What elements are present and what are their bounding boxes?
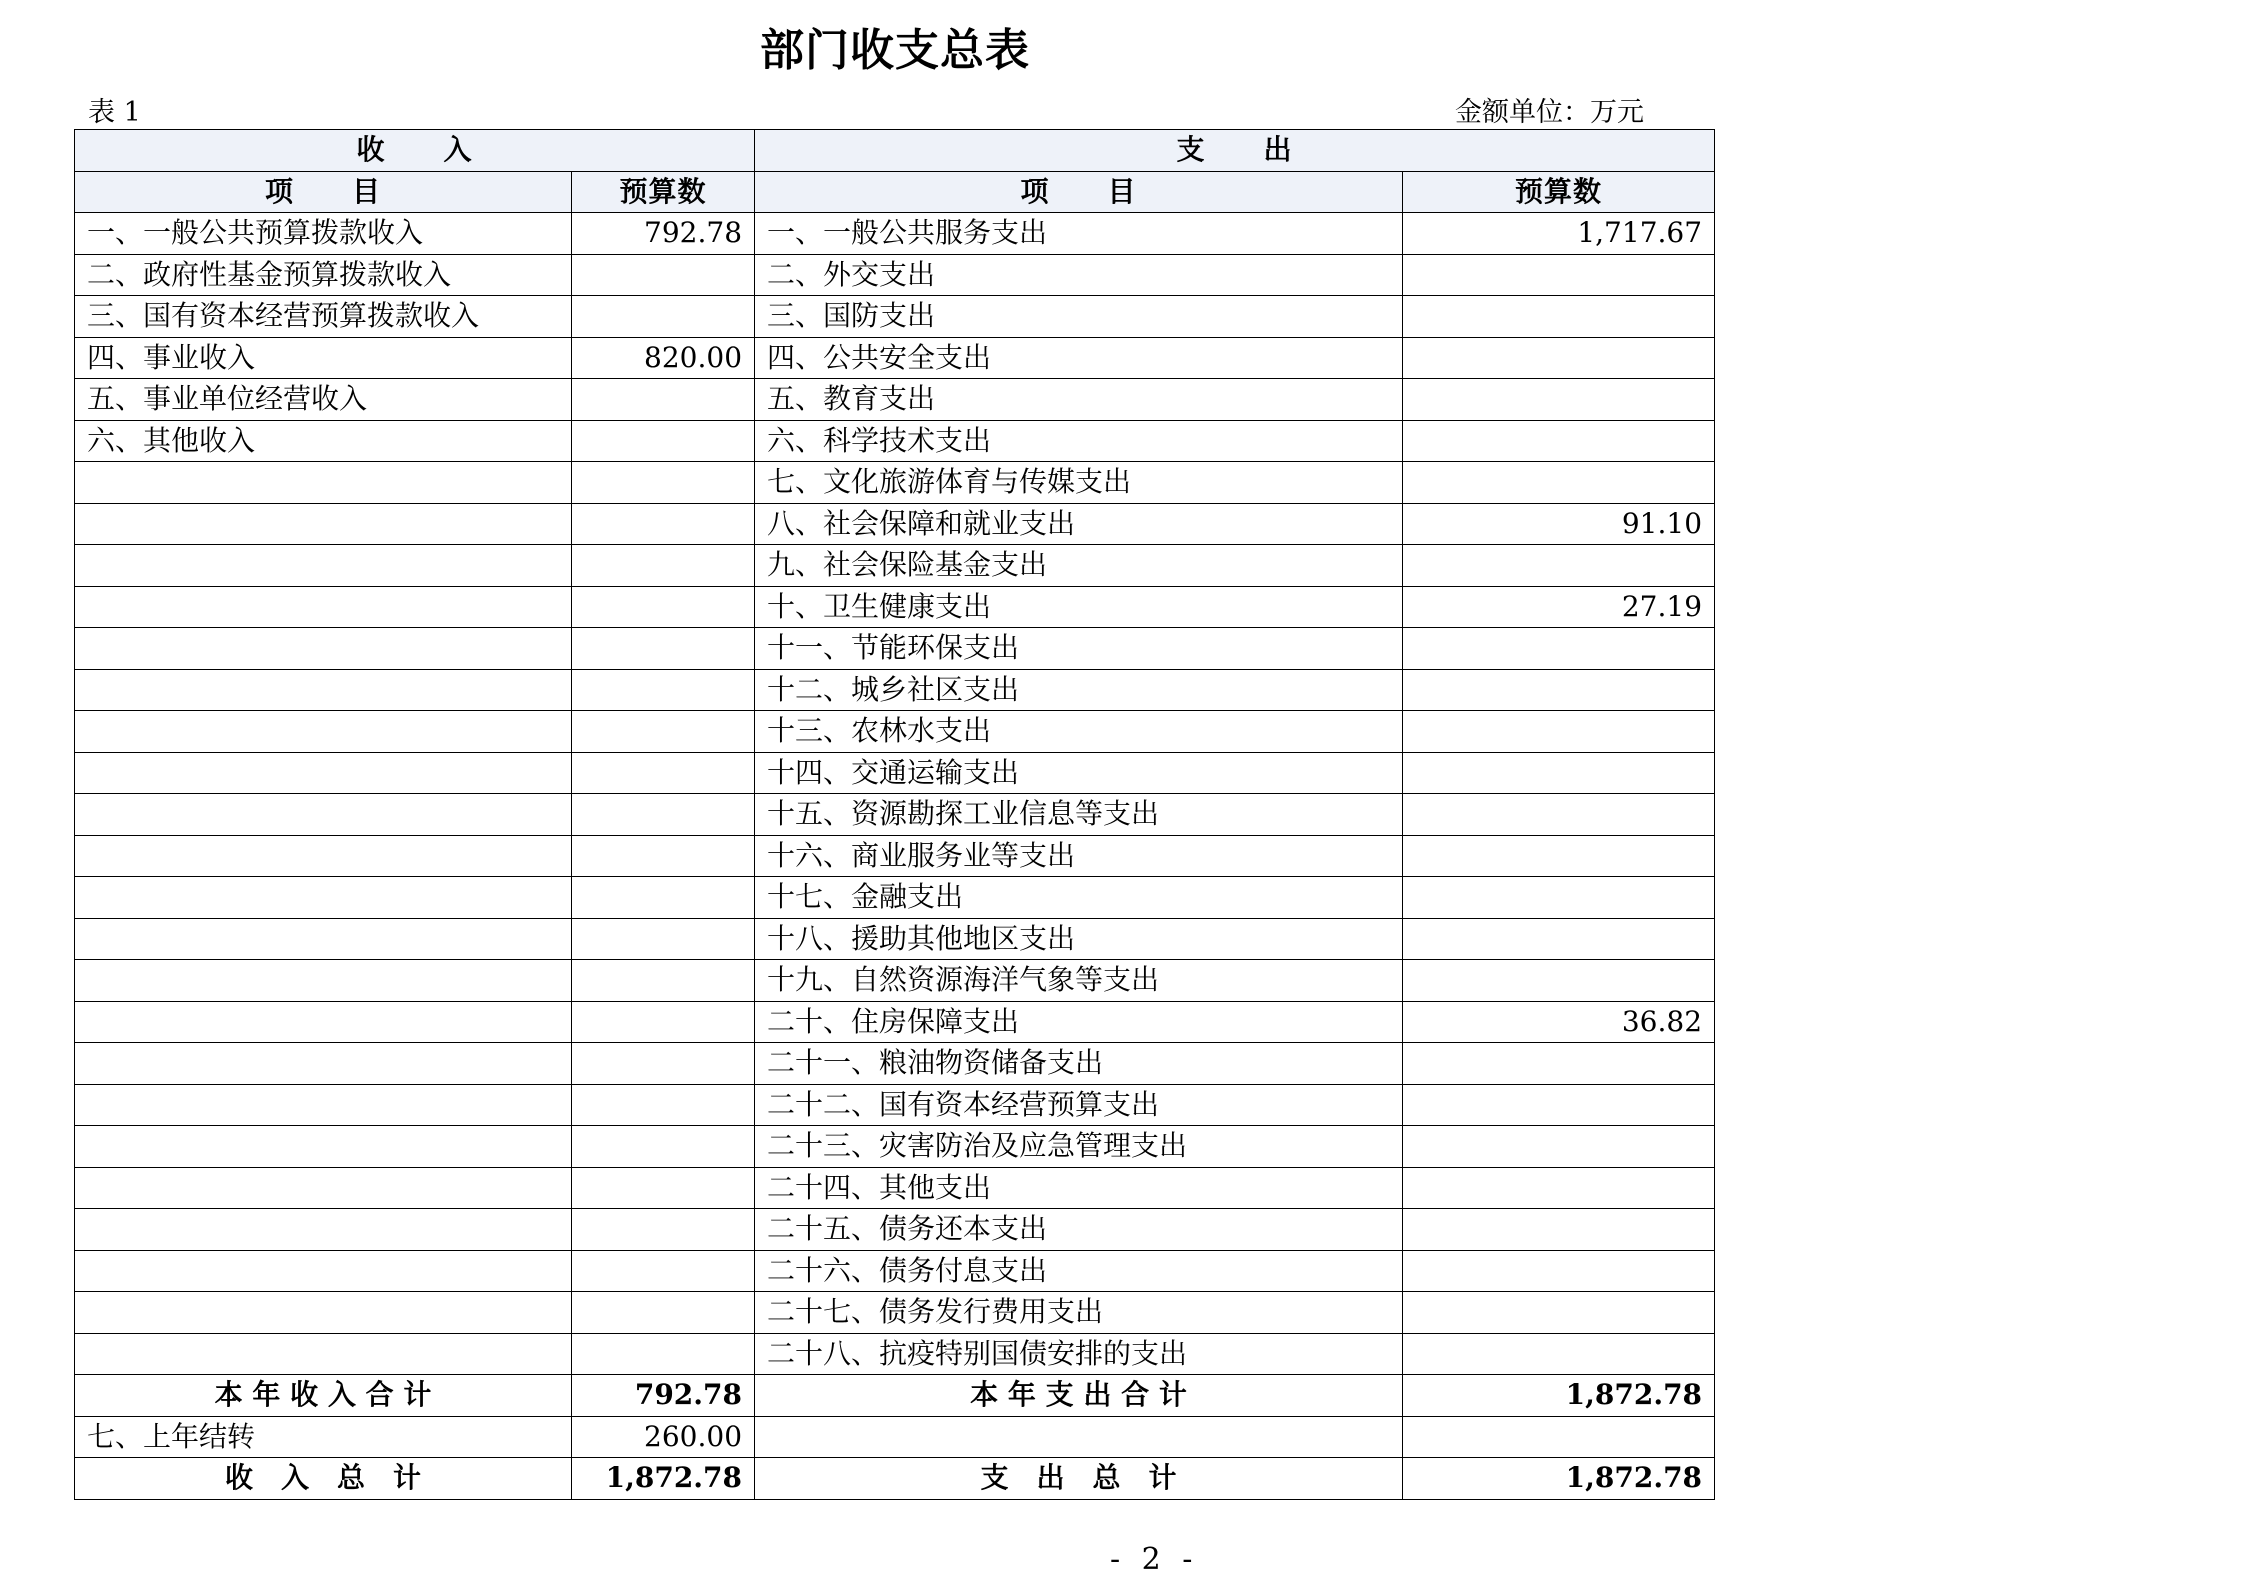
- income-budget-value: [572, 960, 755, 1002]
- income-item: [75, 1333, 572, 1375]
- expense-budget-value: [1403, 794, 1715, 836]
- expense-item: 二十二、国有资本经营预算支出: [755, 1084, 1403, 1126]
- expense-item: 五、教育支出: [755, 379, 1403, 421]
- income-item: [75, 1001, 572, 1043]
- table-row: [75, 1333, 1715, 1375]
- expense-budget-value: [1403, 711, 1715, 753]
- income-budget-value: [572, 254, 755, 296]
- carryover-item: 七、上年结转: [75, 1416, 572, 1458]
- expense-budget-value: [1403, 1167, 1715, 1209]
- carryover-row: [75, 1416, 1715, 1458]
- income-budget-value: [572, 1001, 755, 1043]
- expense-budget-value: [1403, 1209, 1715, 1251]
- income-item: [75, 1043, 572, 1085]
- carryover-expense-value: [1403, 1416, 1715, 1458]
- income-expense-table: [74, 129, 1715, 1500]
- income-item: [75, 1084, 572, 1126]
- income-item: [75, 877, 572, 919]
- expense-budget-value: [1403, 1292, 1715, 1334]
- income-item: 三、国有资本经营预算拨款收入: [75, 296, 572, 338]
- expense-item: 七、文化旅游体育与传媒支出: [755, 462, 1403, 504]
- income-item: [75, 503, 572, 545]
- table-row: [75, 1292, 1715, 1334]
- income-budget-value: [572, 503, 755, 545]
- amount-unit: 金额单位：万元: [1455, 97, 1644, 128]
- year-expense-total-value: 1,872.78: [1403, 1375, 1715, 1417]
- expense-item: 二十六、债务付息支出: [755, 1250, 1403, 1292]
- column-header-row: [75, 171, 1715, 213]
- income-budget-value: [572, 877, 755, 919]
- table-body: [75, 213, 1715, 1500]
- expense-budget-value: [1403, 1043, 1715, 1085]
- expense-item: 十一、节能环保支出: [755, 628, 1403, 670]
- income-item: [75, 918, 572, 960]
- expense-item: 十八、援助其他地区支出: [755, 918, 1403, 960]
- income-budget-value: [572, 1333, 755, 1375]
- year-income-total-label: 本 年 收 入 合 计: [75, 1375, 572, 1417]
- expense-budget-value: [1403, 669, 1715, 711]
- income-budget-value: [572, 669, 755, 711]
- expense-item: 二十、住房保障支出: [755, 1001, 1403, 1043]
- expense-item: 二十一、粮油物资储备支出: [755, 1043, 1403, 1085]
- table-row: [75, 545, 1715, 587]
- income-budget-value: 820.00: [572, 337, 755, 379]
- table-row: [75, 711, 1715, 753]
- expense-budget-value: [1403, 752, 1715, 794]
- income-budget-value: [572, 1043, 755, 1085]
- expense-budget-value: [1403, 1084, 1715, 1126]
- income-item: [75, 1126, 572, 1168]
- income-item: [75, 586, 572, 628]
- income-item: [75, 669, 572, 711]
- income-budget-value: [572, 420, 755, 462]
- table-row: [75, 1043, 1715, 1085]
- expense-item: 九、社会保险基金支出: [755, 545, 1403, 587]
- table-row: [75, 835, 1715, 877]
- income-item: [75, 835, 572, 877]
- income-budget-value: [572, 628, 755, 670]
- expense-item: 一、一般公共服务支出: [755, 213, 1403, 255]
- expense-budget-value: [1403, 1333, 1715, 1375]
- expense-budget-value: [1403, 337, 1715, 379]
- income-budget-value: [572, 918, 755, 960]
- expense-item: 四、公共安全支出: [755, 337, 1403, 379]
- table-row: [75, 628, 1715, 670]
- income-grand-total-value: 1,872.78: [572, 1458, 755, 1500]
- table-row: [75, 337, 1715, 379]
- table-row: [75, 1250, 1715, 1292]
- expense-budget-value: [1403, 379, 1715, 421]
- expense-grand-total-value: 1,872.78: [1403, 1458, 1715, 1500]
- income-item: [75, 960, 572, 1002]
- income-item: 二、政府性基金预算拨款收入: [75, 254, 572, 296]
- table-row: [75, 877, 1715, 919]
- income-item: 四、事业收入: [75, 337, 572, 379]
- expense-item: 二十七、债务发行费用支出: [755, 1292, 1403, 1334]
- expense-item: 十九、自然资源海洋气象等支出: [755, 960, 1403, 1002]
- table-row: [75, 918, 1715, 960]
- table-row: [75, 1167, 1715, 1209]
- year-income-total-value: 792.78: [572, 1375, 755, 1417]
- income-item: [75, 1167, 572, 1209]
- table-row: [75, 669, 1715, 711]
- expense-budget-value: 27.19: [1403, 586, 1715, 628]
- income-budget-value: [572, 586, 755, 628]
- income-budget-value: 792.78: [572, 213, 755, 255]
- income-budget-value: [572, 1167, 755, 1209]
- table-row: [75, 503, 1715, 545]
- expense-item: 二十八、抗疫特别国债安排的支出: [755, 1333, 1403, 1375]
- income-budget-value: [572, 1292, 755, 1334]
- table-row: [75, 960, 1715, 1002]
- year-total-row: [75, 1375, 1715, 1417]
- table-row: [75, 213, 1715, 255]
- page-title: 部门收支总表: [760, 25, 1030, 76]
- table-row: [75, 586, 1715, 628]
- expense-budget-value: [1403, 1250, 1715, 1292]
- expense-item: 十五、资源勘探工业信息等支出: [755, 794, 1403, 836]
- carryover-expense-item: [755, 1416, 1403, 1458]
- expense-budget-value: [1403, 296, 1715, 338]
- table-row: [75, 296, 1715, 338]
- expense-budget-value: [1403, 960, 1715, 1002]
- expense-item: 六、科学技术支出: [755, 420, 1403, 462]
- income-budget-value: [572, 1250, 755, 1292]
- expense-item-header: 项 目: [755, 171, 1403, 213]
- table-row: [75, 1126, 1715, 1168]
- expense-budget-value: [1403, 835, 1715, 877]
- year-expense-total-label: 本 年 支 出 合 计: [755, 1375, 1403, 1417]
- table-row: [75, 462, 1715, 504]
- expense-item: 二十四、其他支出: [755, 1167, 1403, 1209]
- expense-item: 三、国防支出: [755, 296, 1403, 338]
- expense-budget-value: [1403, 545, 1715, 587]
- income-item: [75, 1250, 572, 1292]
- table-row: [75, 1001, 1715, 1043]
- expense-section-header: 支 出: [755, 130, 1715, 172]
- income-grand-total-label: 收 入 总 计: [75, 1458, 572, 1500]
- expense-grand-total-label: 支 出 总 计: [755, 1458, 1403, 1500]
- income-budget-value: [572, 462, 755, 504]
- expense-item: 十四、交通运输支出: [755, 752, 1403, 794]
- income-item: 一、一般公共预算拨款收入: [75, 213, 572, 255]
- income-budget-value: [572, 1209, 755, 1251]
- income-item: [75, 628, 572, 670]
- income-section-header: 收 入: [75, 130, 755, 172]
- income-item: [75, 1209, 572, 1251]
- income-budget-header: 预算数: [572, 171, 755, 213]
- expense-budget-value: [1403, 628, 1715, 670]
- income-budget-value: [572, 379, 755, 421]
- income-item: [75, 794, 572, 836]
- income-budget-value: [572, 545, 755, 587]
- income-budget-value: [572, 711, 755, 753]
- expense-budget-value: [1403, 1126, 1715, 1168]
- income-item: 五、事业单位经营收入: [75, 379, 572, 421]
- table-row: [75, 254, 1715, 296]
- income-item-header: 项 目: [75, 171, 572, 213]
- table-row: [75, 752, 1715, 794]
- expense-item: 二十三、灾害防治及应急管理支出: [755, 1126, 1403, 1168]
- expense-item: 二十五、债务还本支出: [755, 1209, 1403, 1251]
- expense-budget-value: [1403, 918, 1715, 960]
- expense-budget-header: 预算数: [1403, 171, 1715, 213]
- expense-budget-value: 91.10: [1403, 503, 1715, 545]
- income-item: 六、其他收入: [75, 420, 572, 462]
- income-budget-value: [572, 835, 755, 877]
- expense-item: 十、卫生健康支出: [755, 586, 1403, 628]
- income-budget-value: [572, 296, 755, 338]
- section-header-row: [75, 130, 1715, 172]
- income-item: [75, 545, 572, 587]
- expense-budget-value: [1403, 254, 1715, 296]
- income-item: [75, 1292, 572, 1334]
- expense-budget-value: 36.82: [1403, 1001, 1715, 1043]
- page-number: - 2 -: [1110, 1542, 1199, 1577]
- table-number: 表 1: [88, 97, 141, 128]
- expense-budget-value: 1,717.67: [1403, 213, 1715, 255]
- table-row: [75, 379, 1715, 421]
- income-item: [75, 752, 572, 794]
- income-item: [75, 462, 572, 504]
- table-row: [75, 1084, 1715, 1126]
- expense-budget-value: [1403, 462, 1715, 504]
- income-budget-value: [572, 794, 755, 836]
- table-row: [75, 420, 1715, 462]
- expense-item: 十六、商业服务业等支出: [755, 835, 1403, 877]
- table-row: [75, 1209, 1715, 1251]
- grand-total-row: [75, 1458, 1715, 1500]
- income-budget-value: [572, 752, 755, 794]
- expense-item: 十三、农林水支出: [755, 711, 1403, 753]
- expense-item: 二、外交支出: [755, 254, 1403, 296]
- expense-item: 十二、城乡社区支出: [755, 669, 1403, 711]
- income-budget-value: [572, 1126, 755, 1168]
- income-item: [75, 711, 572, 753]
- carryover-value: 260.00: [572, 1416, 755, 1458]
- expense-budget-value: [1403, 877, 1715, 919]
- expense-item: 十七、金融支出: [755, 877, 1403, 919]
- expense-item: 八、社会保障和就业支出: [755, 503, 1403, 545]
- income-budget-value: [572, 1084, 755, 1126]
- table-row: [75, 794, 1715, 836]
- expense-budget-value: [1403, 420, 1715, 462]
